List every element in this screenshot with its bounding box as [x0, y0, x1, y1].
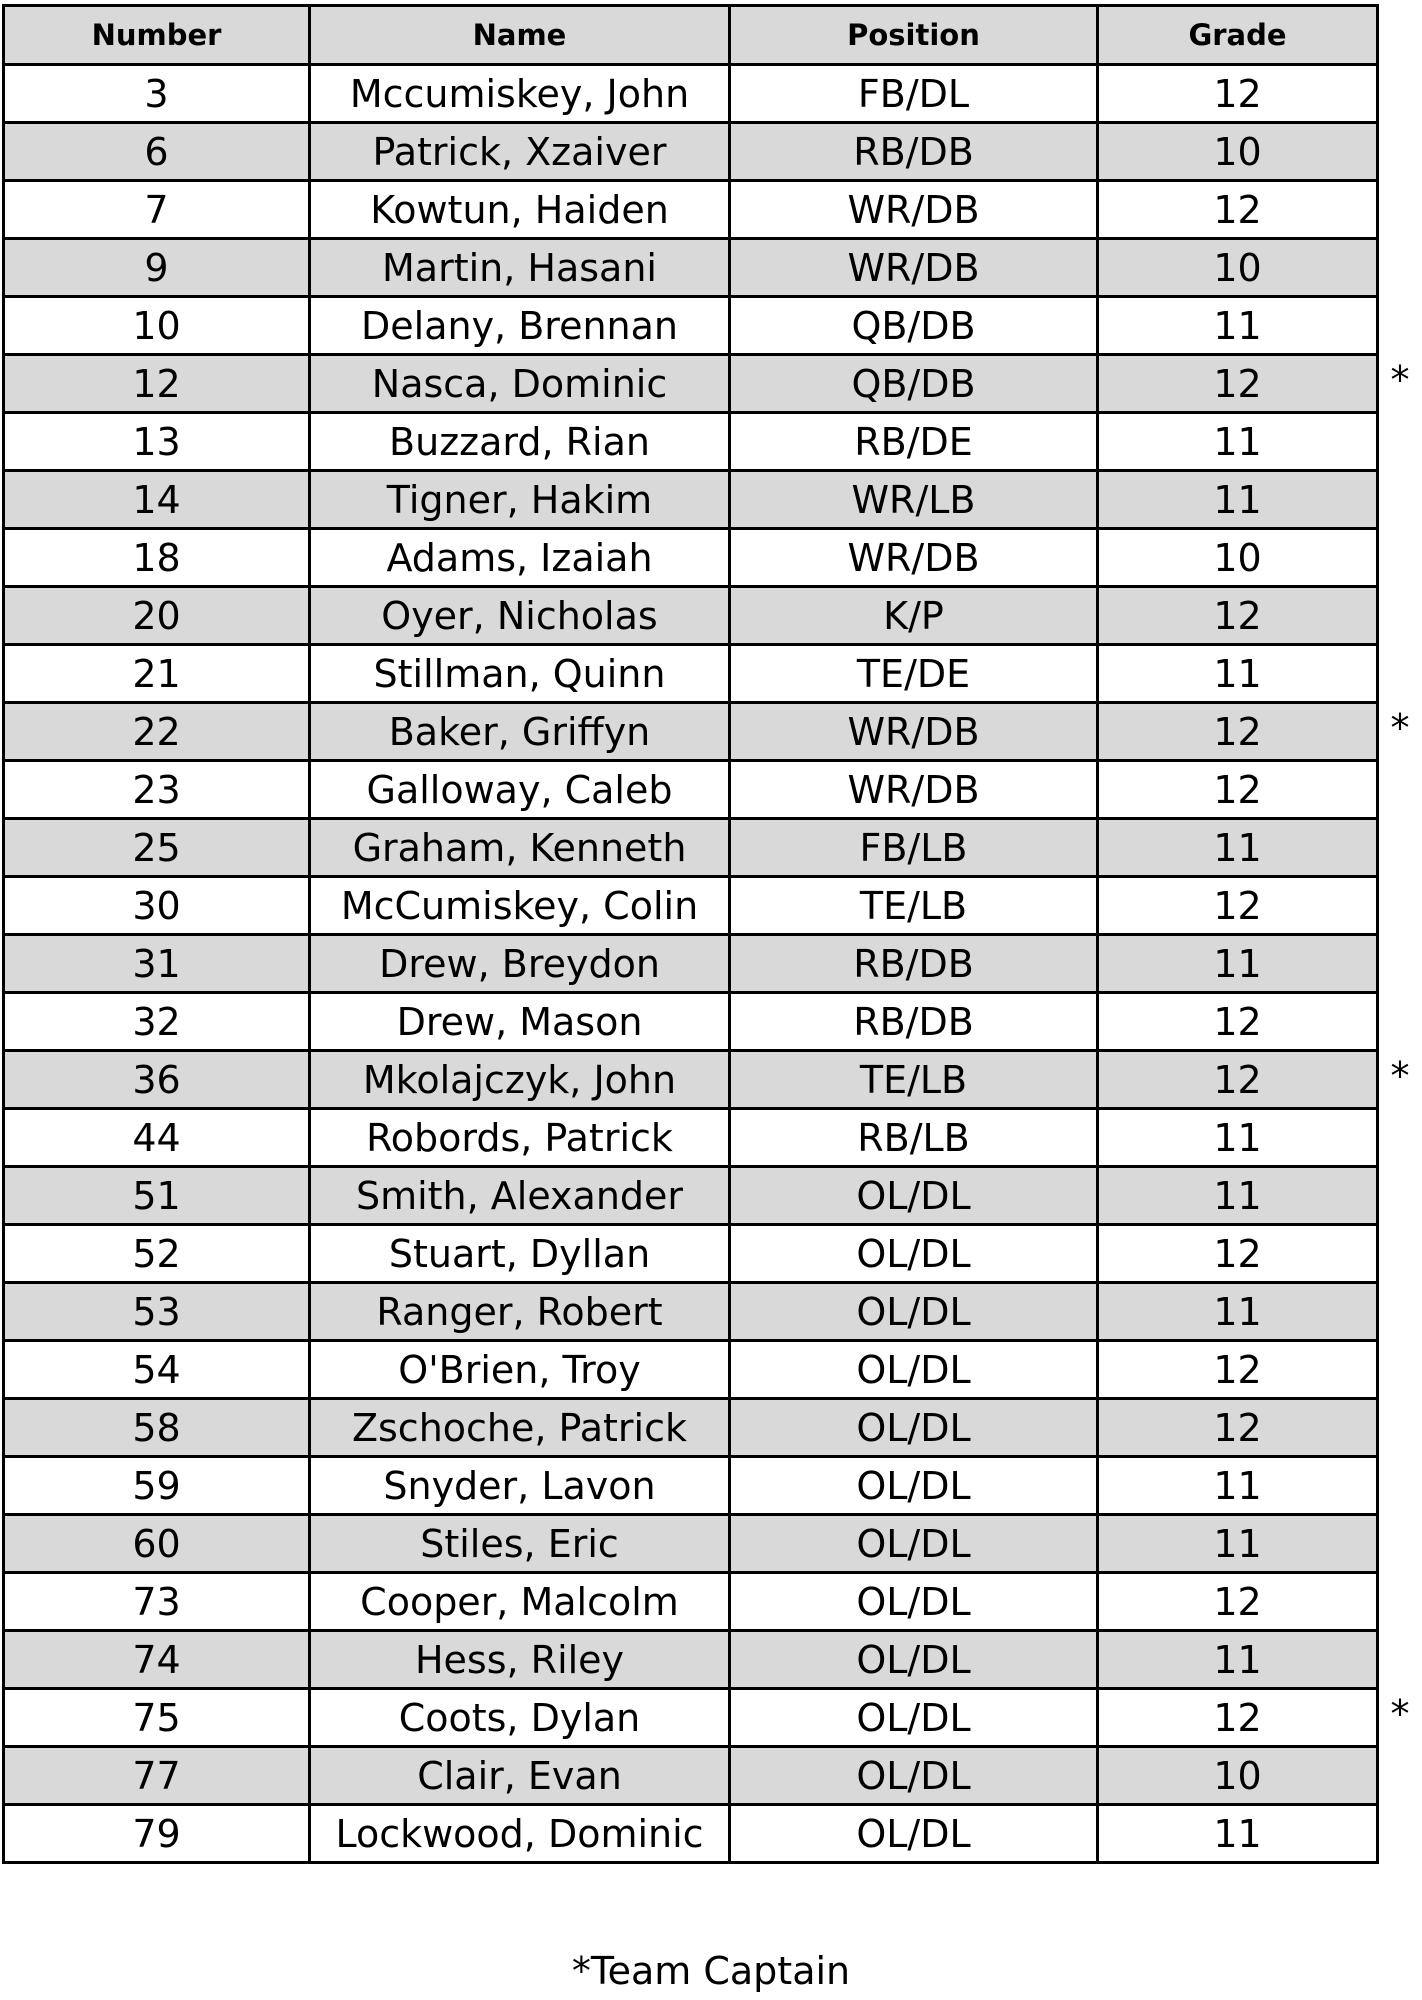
cell-grade: 11	[1098, 297, 1378, 355]
cell-position: RB/DB	[730, 123, 1098, 181]
cell-position: RB/LB	[730, 1109, 1098, 1167]
cell-grade: 10	[1098, 529, 1378, 587]
cell-number: 18	[4, 529, 310, 587]
cell-number: 53	[4, 1283, 310, 1341]
table-row	[4, 65, 1378, 123]
captain-marker: *	[1390, 706, 1410, 750]
cell-position: FB/DL	[730, 65, 1098, 123]
table-row	[4, 1283, 1378, 1341]
cell-number: 10	[4, 297, 310, 355]
cell-position: RB/DE	[730, 413, 1098, 471]
cell-grade: 12	[1098, 1225, 1378, 1283]
cell-name: Stuart, Dyllan	[310, 1225, 730, 1283]
cell-name: McCumiskey, Colin	[310, 877, 730, 935]
cell-position: OL/DL	[730, 1399, 1098, 1457]
cell-position: WR/DB	[730, 529, 1098, 587]
cell-name: Coots, Dylan	[310, 1689, 730, 1747]
cell-position: QB/DB	[730, 355, 1098, 413]
cell-name: Snyder, Lavon	[310, 1457, 730, 1515]
cell-number: 79	[4, 1805, 310, 1863]
table-row	[4, 587, 1378, 645]
table-row	[4, 1457, 1378, 1515]
table-row	[4, 471, 1378, 529]
cell-grade: 12	[1098, 1341, 1378, 1399]
cell-position: TE/DE	[730, 645, 1098, 703]
cell-grade: 12	[1098, 1573, 1378, 1631]
cell-position: OL/DL	[730, 1283, 1098, 1341]
cell-grade: 12	[1098, 761, 1378, 819]
cell-number: 54	[4, 1341, 310, 1399]
column-header-grade: Grade	[1098, 6, 1378, 65]
column-header-position: Position	[730, 6, 1098, 65]
table-row	[4, 1631, 1378, 1689]
cell-position: WR/DB	[730, 239, 1098, 297]
cell-position: WR/LB	[730, 471, 1098, 529]
cell-grade: 11	[1098, 1167, 1378, 1225]
cell-position: WR/DB	[730, 181, 1098, 239]
cell-name: Drew, Mason	[310, 993, 730, 1051]
cell-number: 14	[4, 471, 310, 529]
cell-number: 51	[4, 1167, 310, 1225]
cell-grade: 12	[1098, 587, 1378, 645]
cell-grade: 12	[1098, 993, 1378, 1051]
cell-number: 9	[4, 239, 310, 297]
cell-position: WR/DB	[730, 703, 1098, 761]
cell-name: Baker, Griffyn	[310, 703, 730, 761]
cell-name: Cooper, Malcolm	[310, 1573, 730, 1631]
column-header-name: Name	[310, 6, 730, 65]
cell-number: 31	[4, 935, 310, 993]
cell-number: 7	[4, 181, 310, 239]
table-row	[4, 1341, 1378, 1399]
cell-grade: 12	[1098, 65, 1378, 123]
cell-name: Zschoche, Patrick	[310, 1399, 730, 1457]
cell-name: Mkolajczyk, John	[310, 1051, 730, 1109]
cell-grade: 11	[1098, 645, 1378, 703]
header-row	[4, 6, 1378, 65]
cell-position: OL/DL	[730, 1689, 1098, 1747]
cell-grade: 11	[1098, 1515, 1378, 1573]
cell-name: Oyer, Nicholas	[310, 587, 730, 645]
cell-position: OL/DL	[730, 1341, 1098, 1399]
cell-name: Stillman, Quinn	[310, 645, 730, 703]
cell-name: Kowtun, Haiden	[310, 181, 730, 239]
cell-number: 30	[4, 877, 310, 935]
table-row	[4, 819, 1378, 877]
table-row	[4, 297, 1378, 355]
cell-grade: 11	[1098, 471, 1378, 529]
cell-position: OL/DL	[730, 1515, 1098, 1573]
cell-number: 21	[4, 645, 310, 703]
table-row	[4, 761, 1378, 819]
cell-number: 73	[4, 1573, 310, 1631]
cell-grade: 10	[1098, 239, 1378, 297]
cell-grade: 12	[1098, 1399, 1378, 1457]
cell-number: 52	[4, 1225, 310, 1283]
cell-grade: 11	[1098, 1805, 1378, 1863]
cell-name: Galloway, Caleb	[310, 761, 730, 819]
cell-grade: 10	[1098, 1747, 1378, 1805]
cell-grade: 12	[1098, 703, 1378, 761]
cell-position: TE/LB	[730, 877, 1098, 935]
table-row	[4, 1225, 1378, 1283]
cell-name: Tigner, Hakim	[310, 471, 730, 529]
cell-grade: 12	[1098, 355, 1378, 413]
cell-number: 74	[4, 1631, 310, 1689]
cell-position: OL/DL	[730, 1747, 1098, 1805]
cell-position: OL/DL	[730, 1167, 1098, 1225]
table-row	[4, 355, 1378, 413]
cell-name: Smith, Alexander	[310, 1167, 730, 1225]
table-row	[4, 993, 1378, 1051]
table-row	[4, 181, 1378, 239]
cell-position: FB/LB	[730, 819, 1098, 877]
cell-grade: 11	[1098, 413, 1378, 471]
table-row	[4, 1399, 1378, 1457]
cell-number: 59	[4, 1457, 310, 1515]
cell-grade: 12	[1098, 1689, 1378, 1747]
cell-name: Mccumiskey, John	[310, 65, 730, 123]
cell-number: 32	[4, 993, 310, 1051]
cell-name: Delany, Brennan	[310, 297, 730, 355]
cell-grade: 11	[1098, 1631, 1378, 1689]
table-row	[4, 1747, 1378, 1805]
table-row	[4, 123, 1378, 181]
cell-number: 58	[4, 1399, 310, 1457]
cell-name: Patrick, Xzaiver	[310, 123, 730, 181]
cell-position: OL/DL	[730, 1457, 1098, 1515]
table-row	[4, 1689, 1378, 1747]
cell-name: Drew, Breydon	[310, 935, 730, 993]
cell-number: 75	[4, 1689, 310, 1747]
cell-name: Graham, Kenneth	[310, 819, 730, 877]
cell-number: 36	[4, 1051, 310, 1109]
cell-grade: 11	[1098, 1283, 1378, 1341]
cell-position: RB/DB	[730, 935, 1098, 993]
cell-number: 25	[4, 819, 310, 877]
cell-position: RB/DB	[730, 993, 1098, 1051]
cell-number: 77	[4, 1747, 310, 1805]
table-row	[4, 1109, 1378, 1167]
cell-grade: 11	[1098, 1457, 1378, 1515]
cell-number: 23	[4, 761, 310, 819]
cell-name: Ranger, Robert	[310, 1283, 730, 1341]
footnote: *Team Captain	[571, 1949, 851, 1993]
captain-marker: *	[1390, 1054, 1410, 1098]
cell-name: Stiles, Eric	[310, 1515, 730, 1573]
captain-marker: *	[1390, 1692, 1410, 1736]
cell-number: 44	[4, 1109, 310, 1167]
cell-position: K/P	[730, 587, 1098, 645]
cell-position: WR/DB	[730, 761, 1098, 819]
cell-grade: 12	[1098, 1051, 1378, 1109]
table-row	[4, 703, 1378, 761]
roster-body	[4, 65, 1378, 1863]
cell-position: OL/DL	[730, 1631, 1098, 1689]
cell-name: Buzzard, Rian	[310, 413, 730, 471]
cell-number: 12	[4, 355, 310, 413]
cell-grade: 12	[1098, 877, 1378, 935]
cell-position: TE/LB	[730, 1051, 1098, 1109]
table-row	[4, 1515, 1378, 1573]
table-row	[4, 935, 1378, 993]
cell-name: Hess, Riley	[310, 1631, 730, 1689]
cell-number: 13	[4, 413, 310, 471]
cell-position: OL/DL	[730, 1225, 1098, 1283]
cell-name: Clair, Evan	[310, 1747, 730, 1805]
table-row	[4, 1805, 1378, 1863]
cell-name: Robords, Patrick	[310, 1109, 730, 1167]
captain-marker: *	[1390, 358, 1410, 402]
cell-position: QB/DB	[730, 297, 1098, 355]
table-row	[4, 529, 1378, 587]
cell-name: Martin, Hasani	[310, 239, 730, 297]
cell-grade: 11	[1098, 935, 1378, 993]
cell-grade: 10	[1098, 123, 1378, 181]
cell-position: OL/DL	[730, 1573, 1098, 1631]
cell-number: 22	[4, 703, 310, 761]
cell-grade: 12	[1098, 181, 1378, 239]
table-row	[4, 1573, 1378, 1631]
column-header-number: Number	[4, 6, 310, 65]
cell-name: Nasca, Dominic	[310, 355, 730, 413]
cell-position: OL/DL	[730, 1805, 1098, 1863]
cell-number: 3	[4, 65, 310, 123]
cell-name: O'Brien, Troy	[310, 1341, 730, 1399]
table-row	[4, 1051, 1378, 1109]
table-row	[4, 239, 1378, 297]
cell-number: 20	[4, 587, 310, 645]
cell-number: 6	[4, 123, 310, 181]
table-row	[4, 645, 1378, 703]
cell-number: 60	[4, 1515, 310, 1573]
roster-table	[2, 4, 1379, 1864]
table-row	[4, 877, 1378, 935]
cell-name: Adams, Izaiah	[310, 529, 730, 587]
cell-grade: 11	[1098, 819, 1378, 877]
table-row	[4, 413, 1378, 471]
cell-name: Lockwood, Dominic	[310, 1805, 730, 1863]
cell-grade: 11	[1098, 1109, 1378, 1167]
table-row	[4, 1167, 1378, 1225]
